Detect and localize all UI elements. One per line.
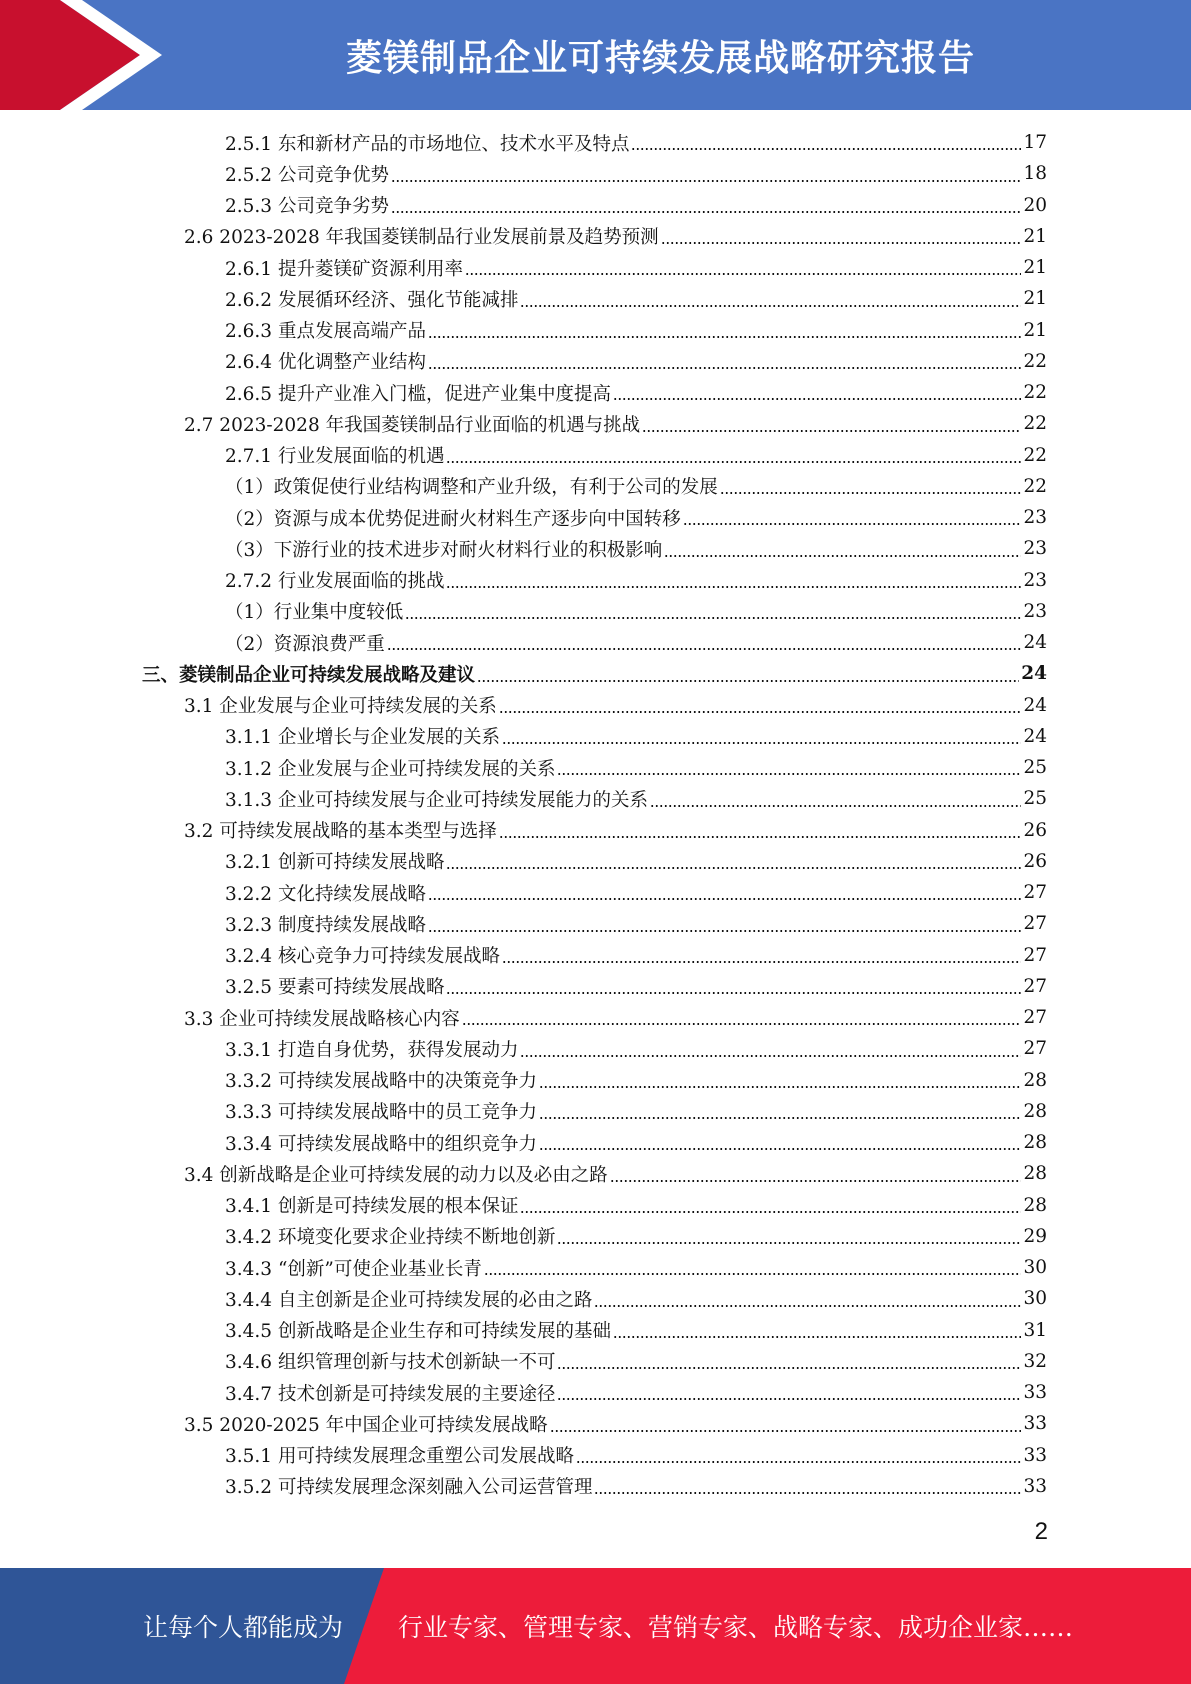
footer-slogan-right: 行业专家、管理专家、营销专家、战略专家、成功企业家…… xyxy=(398,1613,1074,1642)
toc-entry[interactable] xyxy=(0,1221,1191,1252)
toc-entry[interactable] xyxy=(0,1190,1191,1221)
toc-entry-label: 三、菱镁制品企业可持续发展战略及建议 xyxy=(142,664,476,686)
toc-entry-label: 3.4.7 技术创新是可持续发展的主要途径 xyxy=(225,1383,556,1405)
toc-dot-leader xyxy=(557,773,1021,775)
toc-entry-label: 3.4.2 环境变化要求企业持续不断地创新 xyxy=(225,1227,556,1249)
toc-entry-page: 21 xyxy=(1023,288,1047,310)
toc-entry-label: 3.4.5 创新战略是企业生存和可持续发展的基础 xyxy=(225,1321,611,1343)
toc-entry-page: 30 xyxy=(1023,1257,1047,1279)
toc-entry-page: 28 xyxy=(1023,1100,1047,1122)
toc-dot-leader xyxy=(446,461,1021,463)
toc-entry[interactable] xyxy=(0,127,1191,158)
toc-entry-page: 22 xyxy=(1023,444,1047,466)
toc-entry-label: 3.2 可持续发展战略的基本类型与选择 xyxy=(184,821,497,843)
toc-entry[interactable] xyxy=(0,1315,1191,1346)
toc-entry[interactable] xyxy=(0,721,1191,752)
toc-dot-leader xyxy=(446,992,1021,994)
toc-entry-page: 30 xyxy=(1023,1288,1047,1310)
toc-dot-leader xyxy=(642,430,1021,432)
toc-dot-leader xyxy=(428,336,1021,338)
report-title: 菱镁制品企业可持续发展战略研究报告 xyxy=(345,37,975,79)
toc-entry[interactable] xyxy=(0,1377,1191,1408)
toc-entry[interactable] xyxy=(0,1033,1191,1064)
toc-entry-page: 25 xyxy=(1023,788,1047,810)
toc-entry-label: 2.7.1 行业发展面临的机遇 xyxy=(225,446,445,468)
toc-dot-leader xyxy=(613,398,1021,400)
toc-dot-leader xyxy=(465,273,1021,275)
toc-entry-label: 3.2.5 要素可持续发展战略 xyxy=(225,977,445,999)
toc-entry-page: 23 xyxy=(1023,569,1047,591)
toc-entry[interactable] xyxy=(0,1283,1191,1314)
toc-entry-page: 33 xyxy=(1023,1413,1047,1435)
toc-entry[interactable] xyxy=(0,940,1191,971)
toc-entry-label: 2.6.3 重点发展高端产品 xyxy=(225,321,426,343)
toc-dot-leader xyxy=(428,930,1021,932)
toc-entry-page: 17 xyxy=(1023,132,1047,154)
toc-dot-leader xyxy=(576,1461,1021,1463)
toc-entry-label: 3.3.2 可持续发展战略中的决策竞争力 xyxy=(225,1071,537,1093)
toc-entry[interactable] xyxy=(0,440,1191,471)
toc-entry[interactable] xyxy=(0,252,1191,283)
toc-entry[interactable] xyxy=(0,846,1191,877)
toc-dot-leader xyxy=(387,648,1022,650)
toc-entry-page: 23 xyxy=(1023,507,1047,529)
toc-entry-page: 31 xyxy=(1023,1319,1047,1341)
toc-entry[interactable] xyxy=(0,658,1191,689)
toc-entry-page: 27 xyxy=(1023,882,1047,904)
page-header xyxy=(0,0,1191,110)
table-of-contents xyxy=(0,127,1191,1502)
toc-entry-page: 27 xyxy=(1023,975,1047,997)
toc-entry-page: 24 xyxy=(1023,632,1047,654)
toc-entry[interactable] xyxy=(0,596,1191,627)
toc-entry[interactable] xyxy=(0,315,1191,346)
toc-entry-label: 2.6.5 提升产业准入门槛，促进产业集中度提高 xyxy=(225,383,611,405)
toc-dot-leader xyxy=(428,898,1021,900)
toc-entry-page: 24 xyxy=(1021,663,1047,685)
toc-entry-label: 3.4.4 自主创新是企业可持续发展的必由之路 xyxy=(225,1289,593,1311)
toc-entry-label: 3.4.3 “创新”可使企业基业长青 xyxy=(225,1258,482,1280)
toc-entry-label: 2.6.4 优化调整产业结构 xyxy=(225,352,426,374)
toc-entry[interactable] xyxy=(0,1440,1191,1471)
toc-dot-leader xyxy=(446,867,1021,869)
toc-dot-leader xyxy=(650,805,1021,807)
toc-dot-leader xyxy=(550,1430,1022,1432)
toc-entry-page: 33 xyxy=(1023,1444,1047,1466)
toc-dot-leader xyxy=(539,1086,1021,1088)
toc-dot-leader xyxy=(446,586,1021,588)
toc-entry-page: 24 xyxy=(1023,694,1047,716)
toc-entry-page: 28 xyxy=(1023,1132,1047,1154)
toc-entry[interactable] xyxy=(0,533,1191,564)
toc-dot-leader xyxy=(499,836,1022,838)
toc-entry-label: 2.6 2023-2028 年我国菱镁制品行业发展前景及趋势预测 xyxy=(184,227,659,249)
toc-entry-label: 3.4 创新战略是企业可持续发展的动力以及必由之路 xyxy=(184,1164,608,1186)
toc-entry-label: 2.7 2023-2028 年我国菱镁制品行业面临的机遇与挑战 xyxy=(184,414,641,436)
footer-slogan-left: 让每个人都能成为 xyxy=(143,1613,344,1642)
toc-dot-leader xyxy=(661,242,1022,244)
toc-entry-page: 23 xyxy=(1023,600,1047,622)
toc-entry-page: 22 xyxy=(1023,475,1047,497)
toc-entry-label: （2）资源浪费严重 xyxy=(225,633,385,655)
toc-entry[interactable] xyxy=(0,502,1191,533)
toc-entry-page: 24 xyxy=(1023,725,1047,747)
toc-dot-leader xyxy=(502,961,1021,963)
toc-entry-label: 3.1.2 企业发展与企业可持续发展的关系 xyxy=(225,758,556,780)
toc-entry[interactable] xyxy=(0,190,1191,221)
toc-entry-label: 3.3.3 可持续发展战略中的员工竞争力 xyxy=(225,1102,537,1124)
toc-entry[interactable] xyxy=(0,783,1191,814)
toc-entry-page: 22 xyxy=(1023,413,1047,435)
toc-entry[interactable] xyxy=(0,690,1191,721)
toc-entry-page: 27 xyxy=(1023,944,1047,966)
toc-dot-leader xyxy=(462,1023,1022,1025)
toc-entry-page: 22 xyxy=(1023,350,1047,372)
toc-entry-label: 2.6.1 提升菱镁矿资源利用率 xyxy=(225,258,463,280)
toc-entry-label: 3.2.2 文化持续发展战略 xyxy=(225,883,426,905)
toc-entry-label: 2.5.1 东和新材产品的市场地位、技术水平及特点 xyxy=(225,133,630,155)
toc-entry[interactable] xyxy=(0,346,1191,377)
toc-entry[interactable] xyxy=(0,158,1191,189)
toc-entry-page: 21 xyxy=(1023,319,1047,341)
toc-dot-leader xyxy=(520,1055,1021,1057)
toc-entry-label: 2.5.2 公司竞争优势 xyxy=(225,164,389,186)
toc-entry-label: 2.7.2 行业发展面临的挑战 xyxy=(225,571,445,593)
toc-entry-label: 2.6.2 发展循环经济、强化节能减排 xyxy=(225,289,519,311)
page-number: 2 xyxy=(1034,1518,1048,1545)
toc-entry[interactable] xyxy=(0,1002,1191,1033)
toc-entry[interactable] xyxy=(0,1252,1191,1283)
toc-dot-leader xyxy=(594,1492,1021,1494)
toc-dot-leader xyxy=(391,211,1021,213)
toc-entry-label: 3.2.1 创新可持续发展战略 xyxy=(225,852,445,874)
toc-entry[interactable] xyxy=(0,283,1191,314)
toc-entry-page: 28 xyxy=(1023,1194,1047,1216)
toc-entry-label: 3.1.3 企业可持续发展与企业可持续发展能力的关系 xyxy=(225,789,648,811)
toc-entry-label: 2.5.3 公司竞争劣势 xyxy=(225,196,389,218)
toc-entry-page: 28 xyxy=(1023,1069,1047,1091)
toc-entry[interactable] xyxy=(0,1471,1191,1502)
toc-entry[interactable] xyxy=(0,377,1191,408)
toc-entry[interactable] xyxy=(0,752,1191,783)
toc-entry-page: 22 xyxy=(1023,382,1047,404)
toc-dot-leader xyxy=(405,617,1021,619)
toc-dot-leader xyxy=(502,742,1021,744)
toc-entry-label: 3.3.4 可持续发展战略中的组织竞争力 xyxy=(225,1133,537,1155)
toc-dot-leader xyxy=(499,711,1022,713)
toc-entry[interactable] xyxy=(0,1158,1191,1189)
page-footer xyxy=(0,1568,1191,1684)
toc-dot-leader xyxy=(557,1242,1021,1244)
toc-entry[interactable] xyxy=(0,877,1191,908)
toc-dot-leader xyxy=(520,1211,1021,1213)
toc-dot-leader xyxy=(391,180,1021,182)
toc-dot-leader xyxy=(539,1148,1021,1150)
toc-dot-leader xyxy=(664,555,1021,557)
toc-entry-label: 3.5 2020-2025 年中国企业可持续发展战略 xyxy=(184,1414,548,1436)
toc-entry-label: 3.4.1 创新是可持续发展的根本保证 xyxy=(225,1196,519,1218)
toc-dot-leader xyxy=(557,1398,1021,1400)
toc-entry[interactable] xyxy=(0,471,1191,502)
toc-dot-leader xyxy=(539,1117,1021,1119)
toc-entry-label: 3.2.3 制度持续发展战略 xyxy=(225,914,426,936)
toc-dot-leader xyxy=(613,1336,1021,1338)
toc-entry-page: 20 xyxy=(1023,194,1047,216)
toc-entry-page: 18 xyxy=(1023,163,1047,185)
toc-entry-page: 21 xyxy=(1023,257,1047,279)
toc-dot-leader xyxy=(520,305,1021,307)
toc-entry-label: 3.3 企业可持续发展战略核心内容 xyxy=(184,1008,460,1030)
toc-entry[interactable] xyxy=(0,908,1191,939)
toc-entry[interactable] xyxy=(0,408,1191,439)
toc-entry[interactable] xyxy=(0,565,1191,596)
toc-entry[interactable] xyxy=(0,1065,1191,1096)
toc-entry-page: 26 xyxy=(1023,819,1047,841)
toc-entry-page: 33 xyxy=(1023,1475,1047,1497)
toc-entry-label: 3.5.1 用可持续发展理念重塑公司发展战略 xyxy=(225,1446,574,1468)
toc-entry-label: 3.1.1 企业增长与企业发展的关系 xyxy=(225,727,500,749)
toc-entry[interactable] xyxy=(0,971,1191,1002)
toc-entry-label: （1）行业集中度较低 xyxy=(225,602,404,624)
toc-entry[interactable] xyxy=(0,1408,1191,1439)
toc-entry-page: 23 xyxy=(1023,538,1047,560)
toc-entry-page: 29 xyxy=(1023,1225,1047,1247)
toc-entry-page: 25 xyxy=(1023,757,1047,779)
toc-entry-page: 27 xyxy=(1023,913,1047,935)
toc-entry[interactable] xyxy=(0,1096,1191,1127)
toc-entry[interactable] xyxy=(0,221,1191,252)
toc-dot-leader xyxy=(594,1305,1021,1307)
toc-entry-label: （1）政策促使行业结构调整和产业升级，有利于公司的发展 xyxy=(225,477,718,499)
toc-dot-leader xyxy=(557,1367,1021,1369)
toc-entry-page: 27 xyxy=(1023,1038,1047,1060)
toc-entry-page: 32 xyxy=(1023,1350,1047,1372)
toc-entry[interactable] xyxy=(0,1127,1191,1158)
toc-dot-leader xyxy=(484,1273,1022,1275)
toc-entry-label: 3.1 企业发展与企业可持续发展的关系 xyxy=(184,696,497,718)
toc-entry-label: （2）资源与成本优势促进耐火材料生产逐步向中国转移 xyxy=(225,508,681,530)
toc-dot-leader xyxy=(610,1180,1022,1182)
toc-dot-leader xyxy=(683,523,1022,525)
toc-entry[interactable] xyxy=(0,1346,1191,1377)
toc-entry-page: 27 xyxy=(1023,1007,1047,1029)
toc-dot-leader xyxy=(477,680,1019,682)
toc-entry[interactable] xyxy=(0,627,1191,658)
toc-dot-leader xyxy=(631,148,1021,150)
toc-entry-label: （3）下游行业的技术进步对耐火材料行业的积极影响 xyxy=(225,539,663,561)
toc-dot-leader xyxy=(428,367,1021,369)
toc-entry-label: 3.2.4 核心竞争力可持续发展战略 xyxy=(225,946,500,968)
toc-entry-page: 21 xyxy=(1023,225,1047,247)
toc-entry-label: 3.4.6 组织管理创新与技术创新缺一不可 xyxy=(225,1352,556,1374)
toc-entry-page: 28 xyxy=(1023,1163,1047,1185)
toc-dot-leader xyxy=(720,492,1022,494)
toc-entry-label: 3.3.1 打造自身优势，获得发展动力 xyxy=(225,1039,519,1061)
toc-entry-label: 3.5.2 可持续发展理念深刻融入公司运营管理 xyxy=(225,1477,593,1499)
toc-entry[interactable] xyxy=(0,815,1191,846)
toc-entry-page: 33 xyxy=(1023,1382,1047,1404)
toc-entry-page: 26 xyxy=(1023,850,1047,872)
